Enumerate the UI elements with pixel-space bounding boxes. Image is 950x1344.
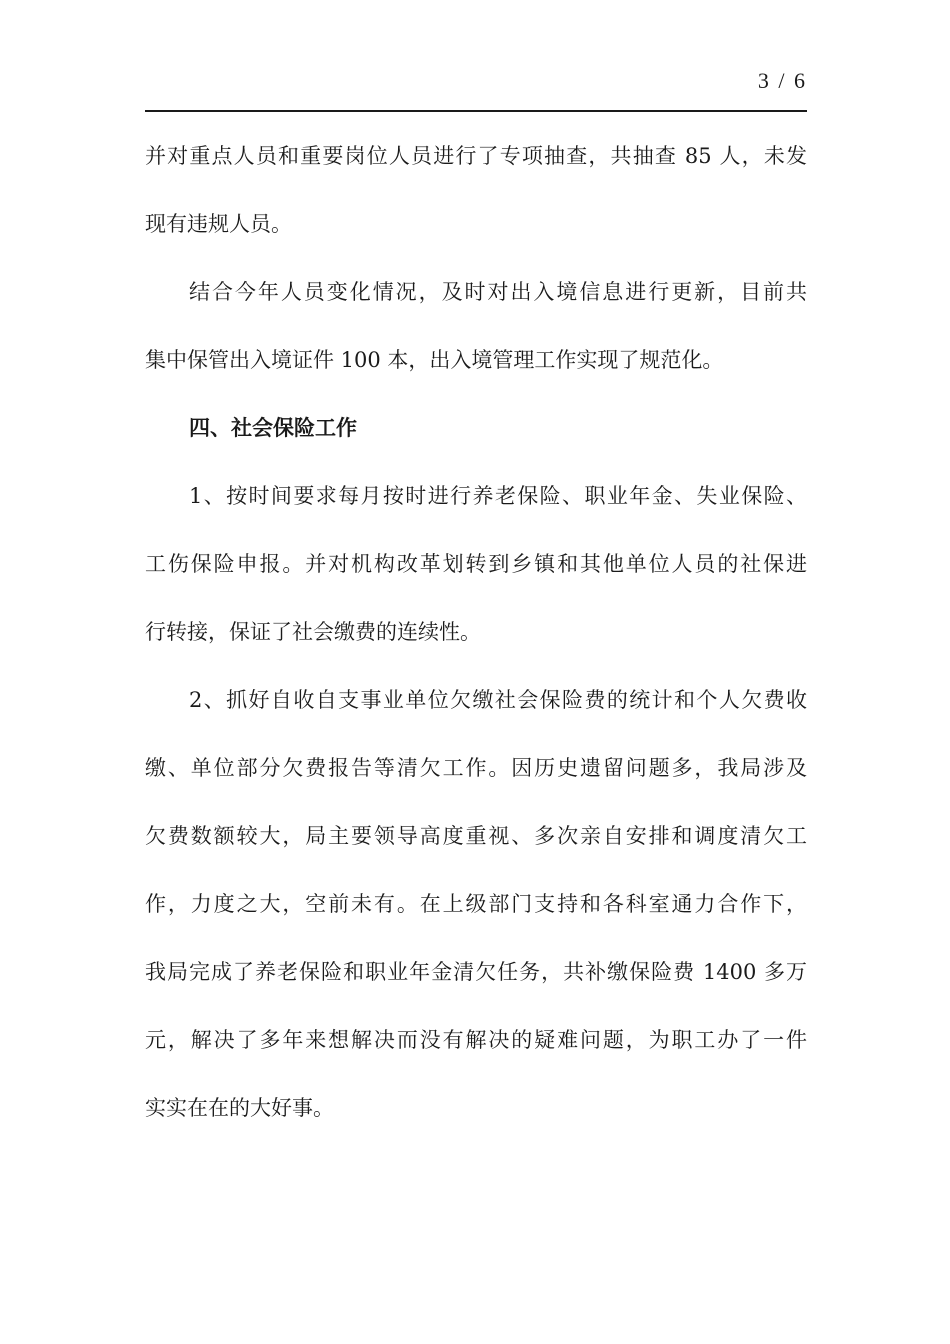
document-body — [145, 122, 807, 1142]
text-line: 作，力度之大，空前未有。在上级部门支持和各科室通力合作下， — [145, 892, 807, 916]
text-line: 缴、单位部分欠费报告等清欠工作。因历史遗留问题多，我局涉及 — [145, 756, 807, 780]
text-line: 元，解决了多年来想解决而没有解决的疑难问题，为职工办了一件 — [145, 1028, 807, 1052]
paragraph-start-line: 2、抓好自收自支事业单位欠缴社会保险费的统计和个人欠费收 — [189, 688, 807, 712]
text-line: 我局完成了养老保险和职业年金清欠任务，共补缴保险费 1400 多万 — [145, 960, 807, 984]
text-line: 现有违规人员。 — [145, 212, 292, 236]
paragraph-start-line: 结合今年人员变化情况，及时对出入境信息进行更新，目前共 — [189, 280, 807, 304]
section-heading: 四、社会保险工作 — [189, 416, 357, 440]
text-line: 集中保管出入境证件 100 本，出入境管理工作实现了规范化。 — [145, 348, 724, 372]
text-line: 行转接，保证了社会缴费的连续性。 — [145, 620, 481, 644]
page-number: 3 / 6 — [757, 68, 807, 93]
paragraph-start-line: 1、按时间要求每月按时进行养老保险、职业年金、失业保险、 — [189, 484, 807, 508]
text-line: 欠费数额较大，局主要领导高度重视、多次亲自安排和调度清欠工 — [145, 824, 807, 848]
text-line: 工伤保险申报。并对机构改革划转到乡镇和其他单位人员的社保进 — [145, 552, 807, 576]
text-line: 并对重点人员和重要岗位人员进行了专项抽查，共抽查 85 人，未发 — [145, 144, 807, 168]
text-line: 实实在在的大好事。 — [145, 1096, 334, 1120]
header-rule — [145, 110, 807, 112]
